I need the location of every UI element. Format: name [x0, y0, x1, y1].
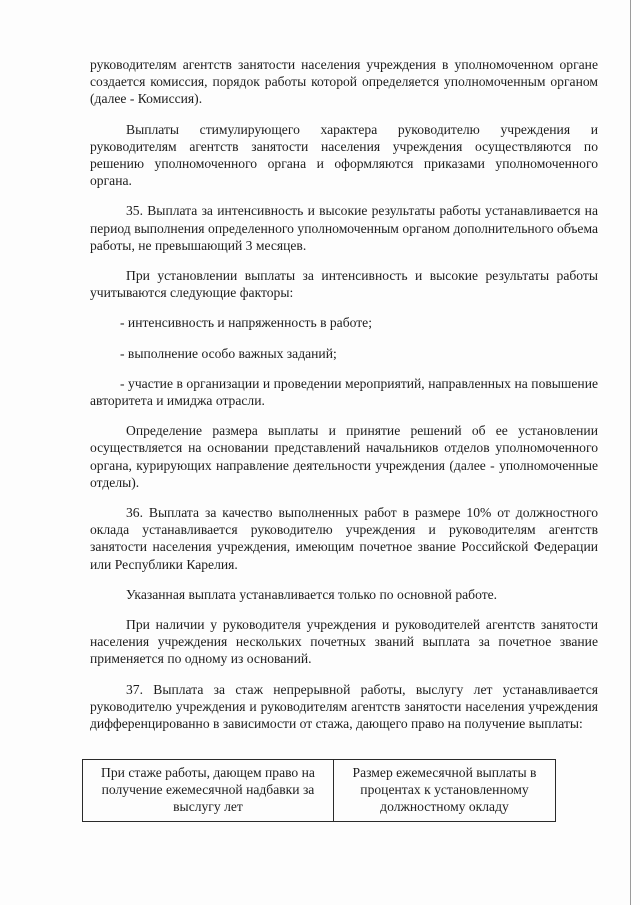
table-header-cell: Размер ежемесячной выплаты в процентах к установленному должностному окладу — [334, 760, 556, 822]
paragraph-main-work: Указанная выплата устанавливается только по основной работе. — [126, 586, 498, 602]
seniority-table — [82, 759, 556, 822]
list-item-events: - участие в организации и проведении мероприятий, направленных на повышение авторитета и имиджа отрасли. — [90, 375, 598, 409]
page-edge-divider — [630, 0, 631, 905]
paragraph-multiple-titles: При наличии у руководителя учреждения и руководителей агентств занятости населения учреждения нескольких почетных званий выплата за почетное звание применяется по одному из оснований. — [90, 617, 598, 667]
table-header-row — [83, 760, 556, 822]
paragraph-incentive-payments: Выплаты стимулирующего характера руководителю учреждения и руководителям агентств занятости населения учреждения осуществляются по решению уполномоченного органа и оформляются приказами уполномоченного органа. — [90, 121, 598, 189]
list-item-intensity: - интенсивность и напряженность в работе; — [120, 315, 372, 331]
paragraph-36: 36. Выплата за качество выполненных работ в размере 10% от должностного оклада устанавливается руководителю учреждения и руководителям агентств занятости населения учреждения, имеющим почетное звание Российской Федерации или Республики Карелия. — [90, 505, 598, 572]
document-body — [90, 56, 598, 745]
paragraph-37: 37. Выплата за стаж непрерывной работы, выслугу лет устанавливается руководителю учреждения и руководителям агентств занятости населения учреждения дифференцированно в зависимости от стажа, дающего право на получение выплаты: — [90, 681, 598, 732]
list-item-important-tasks: - выполнение особо важных заданий; — [120, 345, 337, 361]
paragraph-factors-intro: При установлении выплаты за интенсивность и высокие результаты работы учитываются следующие факторы: — [90, 268, 598, 301]
paragraph-size-determination: Определение размера выплаты и принятие решений об ее установлении осуществляется на основании представлений начальников отделов уполномоченного органа, курирующих направление деятельности учреждения (далее - уполномоченные отделы). — [90, 423, 598, 490]
paragraph-commission: руководителям агентств занятости населения учреждения в уполномоченном органе создается комиссия, порядок работы которой определяется уполномоченным органом (далее - Комиссия). — [90, 57, 598, 107]
paragraph-35: 35. Выплата за интенсивность и высокие результаты работы устанавливается на период выполнения определенного уполномоченным органом дополнительного объема работы, не превышающий 3 месяцев. — [90, 203, 598, 253]
table-header-cell: При стаже работы, дающем право на получение ежемесячной надбавки за выслугу лет — [83, 760, 334, 822]
